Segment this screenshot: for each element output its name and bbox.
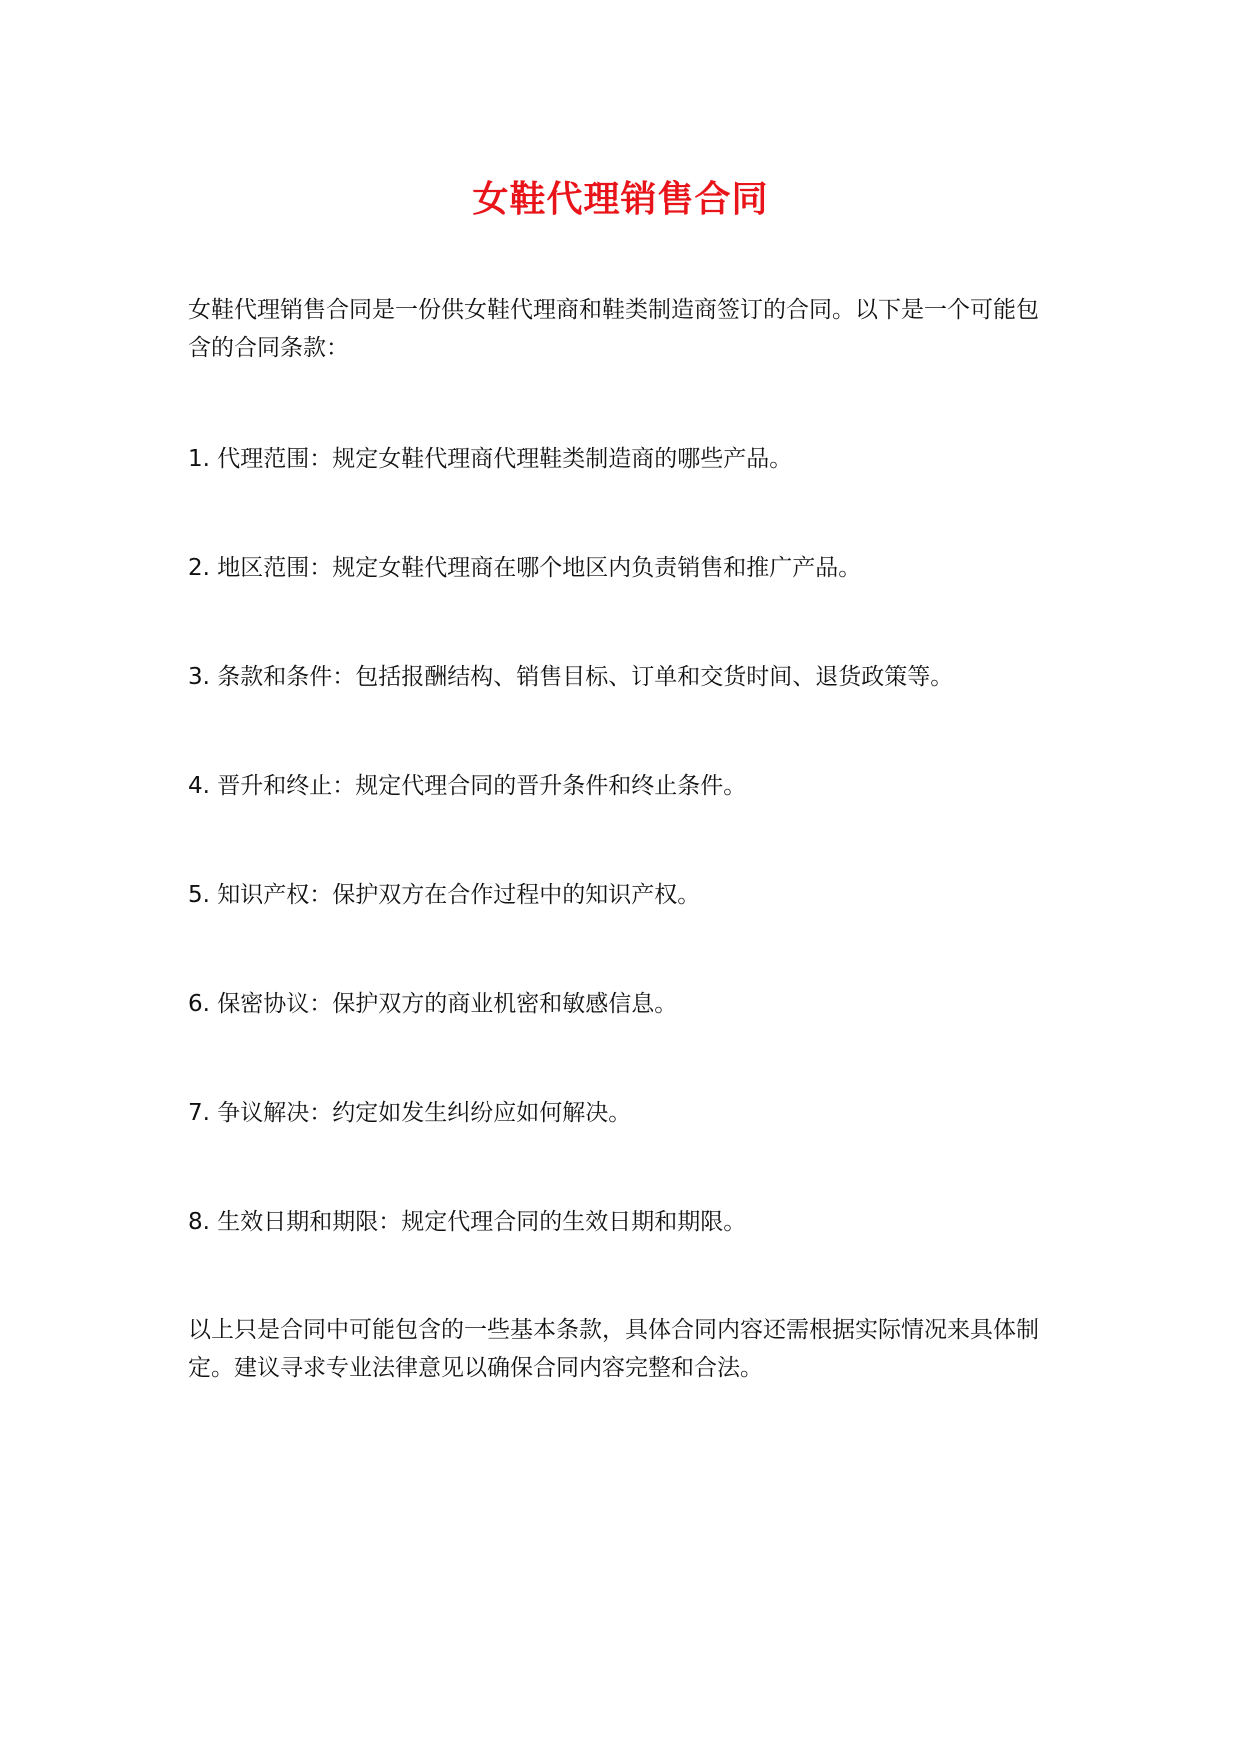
clause-item: 6. 保密协议：保护双方的商业机密和敏感信息。 bbox=[188, 991, 678, 1017]
document-title: 女鞋代理销售合同 bbox=[472, 179, 769, 220]
clause-item: 2. 地区范围：规定女鞋代理商在哪个地区内负责销售和推广产品。 bbox=[188, 555, 862, 581]
clause-item: 7. 争议解决：约定如发生纠纷应如何解决。 bbox=[188, 1100, 632, 1126]
clause-item: 5. 知识产权：保护双方在合作过程中的知识产权。 bbox=[188, 882, 701, 908]
closing-paragraph: 以上只是合同中可能包含的一些基本条款，具体合同内容还需根据实际情况来具体制定。建议寻求专业法律意见以确保合同内容完整和合法。 bbox=[188, 1317, 1039, 1381]
clause-item: 8. 生效日期和期限：规定代理合同的生效日期和期限。 bbox=[188, 1209, 747, 1235]
intro-paragraph: 女鞋代理销售合同是一份供女鞋代理商和鞋类制造商签订的合同。以下是一个可能包含的合同条款： bbox=[188, 297, 1039, 361]
clause-item: 1. 代理范围：规定女鞋代理商代理鞋类制造商的哪些产品。 bbox=[188, 446, 793, 472]
clause-item: 3. 条款和条件：包括报酬结构、销售目标、订单和交货时间、退货政策等。 bbox=[188, 664, 954, 690]
clause-item: 4. 晋升和终止：规定代理合同的晋升条件和终止条件。 bbox=[188, 773, 747, 799]
